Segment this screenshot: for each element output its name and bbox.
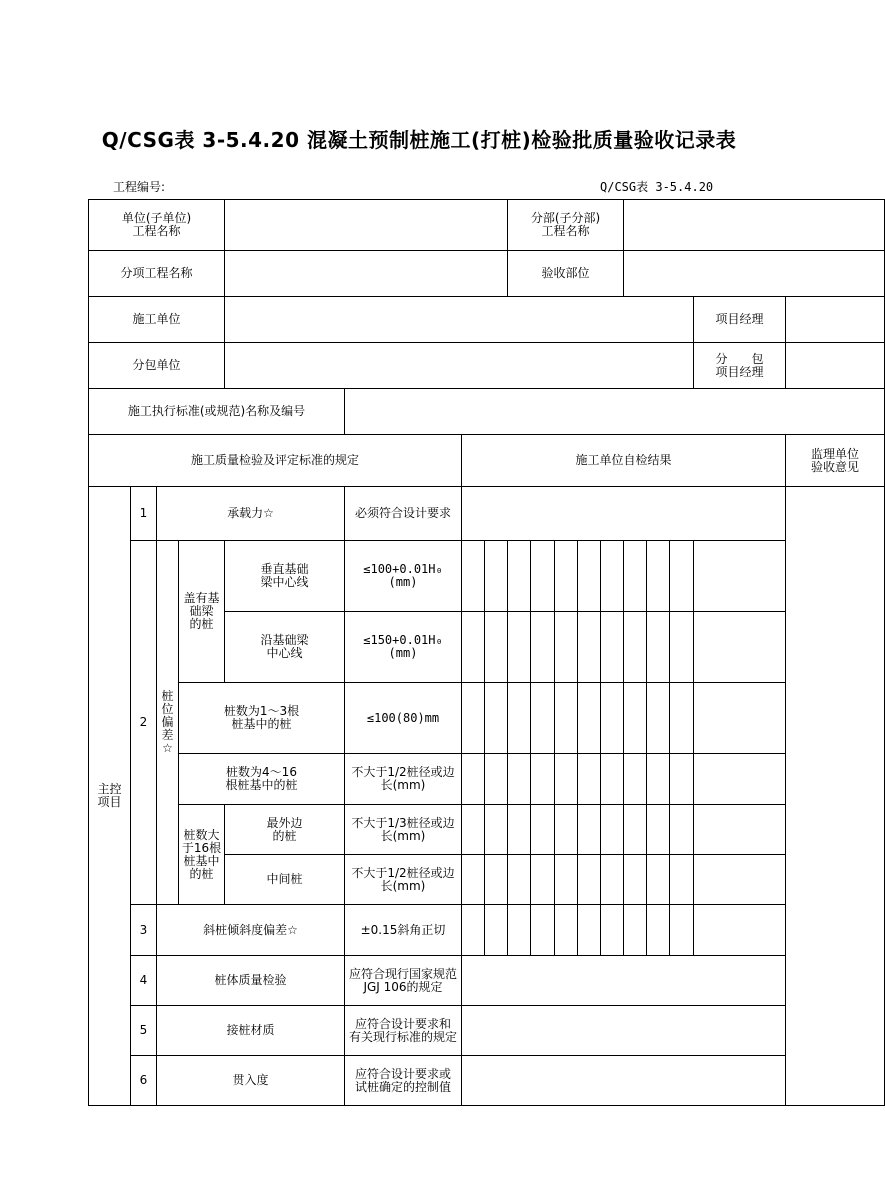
check-cell[interactable]: [601, 905, 624, 956]
check-cell[interactable]: [485, 612, 508, 683]
check-cell[interactable]: [647, 855, 670, 905]
check-cell[interactable]: [555, 855, 578, 905]
check-cell[interactable]: [694, 612, 786, 683]
vertical-centerline-label: 垂直基础 梁中心线: [225, 541, 345, 612]
check-cell[interactable]: [578, 541, 601, 612]
check-cell[interactable]: [670, 541, 694, 612]
check-cell[interactable]: [485, 855, 508, 905]
standard-value[interactable]: [345, 389, 885, 435]
row-4-number: 4: [131, 956, 157, 1006]
check-cell[interactable]: [462, 905, 485, 956]
subcontract-unit-value[interactable]: [225, 343, 694, 389]
check-cell[interactable]: [601, 754, 624, 805]
check-cell[interactable]: [578, 612, 601, 683]
piles-1-3-label: 桩数为1～3根 桩基中的桩: [179, 683, 345, 754]
row-3-item: 斜桩倾斜度偏差☆: [157, 905, 345, 956]
check-cell[interactable]: [624, 683, 647, 754]
check-cell[interactable]: [578, 754, 601, 805]
row-5-standard: 应符合设计要求和 有关现行标准的规定: [345, 1006, 462, 1056]
check-cell[interactable]: [555, 805, 578, 855]
check-cell[interactable]: [508, 754, 531, 805]
check-cell[interactable]: [647, 754, 670, 805]
check-cell[interactable]: [531, 805, 555, 855]
check-cell[interactable]: [624, 612, 647, 683]
check-cell[interactable]: [508, 683, 531, 754]
check-cell[interactable]: [508, 541, 531, 612]
row-6-standard: 应符合设计要求或 试桩确定的控制值: [345, 1056, 462, 1106]
main-control-group-label: 主控 项目: [89, 487, 131, 1106]
row-5-number: 5: [131, 1006, 157, 1056]
check-cell[interactable]: [647, 541, 670, 612]
check-cell[interactable]: [531, 855, 555, 905]
piles-over-16-group-label: 桩数大 于16根 桩基中 的桩: [179, 805, 225, 905]
spec-column-header: 施工质量检验及评定标准的规定: [89, 435, 462, 487]
row-4-self-check[interactable]: [462, 956, 786, 1006]
piles-1-3-standard: ≤100(80)mm: [345, 683, 462, 754]
standard-label: 施工执行标准(或规范)名称及编号: [89, 389, 345, 435]
check-cell[interactable]: [485, 754, 508, 805]
check-cell[interactable]: [462, 612, 485, 683]
check-cell[interactable]: [601, 683, 624, 754]
piles-4-16-standard: 不大于1/2桩径或边长(mm): [345, 754, 462, 805]
row-1-number: 1: [131, 487, 157, 541]
check-cell[interactable]: [578, 855, 601, 905]
check-cell[interactable]: [531, 905, 555, 956]
unit-project-label: 单位(子单位) 工程名称: [89, 200, 225, 251]
check-cell[interactable]: [508, 805, 531, 855]
outermost-pile-standard: 不大于1/3桩径或边长(mm): [345, 805, 462, 855]
acceptance-part-label: 验收部位: [508, 251, 624, 297]
check-cell[interactable]: [694, 855, 786, 905]
check-cell[interactable]: [555, 905, 578, 956]
check-cell[interactable]: [601, 805, 624, 855]
row-1-standard: 必须符合设计要求: [345, 487, 462, 541]
check-cell[interactable]: [694, 805, 786, 855]
along-centerline-standard: ≤150+0.01H₀ (mm): [345, 612, 462, 683]
row-4-item: 桩体质量检验: [157, 956, 345, 1006]
check-cell[interactable]: [531, 612, 555, 683]
outermost-pile-label: 最外边 的桩: [225, 805, 345, 855]
check-cell[interactable]: [462, 541, 485, 612]
check-cell[interactable]: [462, 805, 485, 855]
check-cell[interactable]: [578, 905, 601, 956]
check-cell[interactable]: [601, 612, 624, 683]
check-cell[interactable]: [670, 905, 694, 956]
check-cell[interactable]: [624, 855, 647, 905]
check-cell[interactable]: [531, 683, 555, 754]
check-cell[interactable]: [624, 905, 647, 956]
check-cell[interactable]: [462, 683, 485, 754]
check-cell[interactable]: [485, 541, 508, 612]
check-cell[interactable]: [647, 683, 670, 754]
supervisor-column-header: 监理单位 验收意见: [786, 435, 885, 487]
check-cell[interactable]: [555, 754, 578, 805]
check-cell[interactable]: [670, 855, 694, 905]
row-1-self-check[interactable]: [462, 487, 786, 541]
check-cell[interactable]: [555, 541, 578, 612]
check-cell[interactable]: [462, 754, 485, 805]
middle-pile-standard: 不大于1/2桩径或边长(mm): [345, 855, 462, 905]
row-5-item: 接桩材质: [157, 1006, 345, 1056]
row-2-number: 2: [131, 541, 157, 905]
along-centerline-label: 沿基础梁 中心线: [225, 612, 345, 683]
sub-project-label: 分部(子分部) 工程名称: [508, 200, 624, 251]
check-cell[interactable]: [624, 754, 647, 805]
subcontract-unit-label: 分包单位: [89, 343, 225, 389]
sub-project-manager-label: 分 包 项目经理: [694, 343, 786, 389]
check-cell[interactable]: [601, 541, 624, 612]
project-number-label: 工程编号:: [113, 180, 166, 194]
check-cell[interactable]: [485, 683, 508, 754]
check-cell[interactable]: [531, 541, 555, 612]
vertical-centerline-standard: ≤100+0.01H₀ (mm): [345, 541, 462, 612]
check-cell[interactable]: [578, 683, 601, 754]
sub-project-manager-value[interactable]: [786, 343, 885, 389]
check-cell[interactable]: [694, 683, 786, 754]
check-cell[interactable]: [624, 805, 647, 855]
row-3-number: 3: [131, 905, 157, 956]
check-cell[interactable]: [508, 905, 531, 956]
row-6-item: 贯入度: [157, 1056, 345, 1106]
middle-pile-label: 中间桩: [225, 855, 345, 905]
check-cell[interactable]: [694, 754, 786, 805]
construction-unit-value[interactable]: [225, 297, 694, 343]
check-cell[interactable]: [647, 905, 670, 956]
row-6-self-check[interactable]: [462, 1056, 786, 1106]
project-manager-value[interactable]: [786, 297, 885, 343]
capped-pile-group-label: 盖有基 础梁 的桩: [179, 541, 225, 683]
check-cell[interactable]: [670, 805, 694, 855]
check-cell[interactable]: [670, 683, 694, 754]
check-cell[interactable]: [694, 541, 786, 612]
check-cell[interactable]: [578, 805, 601, 855]
item-project-label: 分项工程名称: [89, 251, 225, 297]
check-cell[interactable]: [601, 855, 624, 905]
unit-project-value[interactable]: [225, 200, 508, 251]
sub-project-value[interactable]: [624, 200, 885, 251]
form-code: Q/CSG表 3-5.4.20: [600, 180, 714, 194]
construction-unit-label: 施工单位: [89, 297, 225, 343]
check-cell[interactable]: [670, 754, 694, 805]
project-manager-label: 项目经理: [694, 297, 786, 343]
inspection-record-table: [88, 199, 885, 1106]
check-cell[interactable]: [485, 805, 508, 855]
check-cell[interactable]: [508, 612, 531, 683]
row-4-standard: 应符合现行国家规范 JGJ 106的规定: [345, 956, 462, 1006]
supervisor-opinion[interactable]: [786, 487, 885, 1106]
check-cell[interactable]: [694, 905, 786, 956]
row-5-self-check[interactable]: [462, 1006, 786, 1056]
check-cell[interactable]: [555, 683, 578, 754]
check-cell[interactable]: [531, 754, 555, 805]
piles-4-16-label: 桩数为4～16 根桩基中的桩: [179, 754, 345, 805]
check-cell[interactable]: [508, 855, 531, 905]
document-title: Q/CSG表 3-5.4.20 混凝土预制桩施工(打桩)检验批质量验收记录表: [101, 128, 737, 152]
row-1-item: 承载力☆: [157, 487, 345, 541]
check-cell[interactable]: [624, 541, 647, 612]
acceptance-part-value[interactable]: [624, 251, 885, 297]
check-cell[interactable]: [485, 905, 508, 956]
check-cell[interactable]: [555, 612, 578, 683]
row-6-number: 6: [131, 1056, 157, 1106]
check-cell[interactable]: [647, 805, 670, 855]
row-2-item: 桩 位 偏 差 ☆: [157, 541, 179, 905]
check-cell[interactable]: [670, 612, 694, 683]
check-cell[interactable]: [462, 855, 485, 905]
check-cell[interactable]: [647, 612, 670, 683]
item-project-value[interactable]: [225, 251, 508, 297]
row-3-standard: ±0.15斜角正切: [345, 905, 462, 956]
self-check-column-header: 施工单位自检结果: [462, 435, 786, 487]
